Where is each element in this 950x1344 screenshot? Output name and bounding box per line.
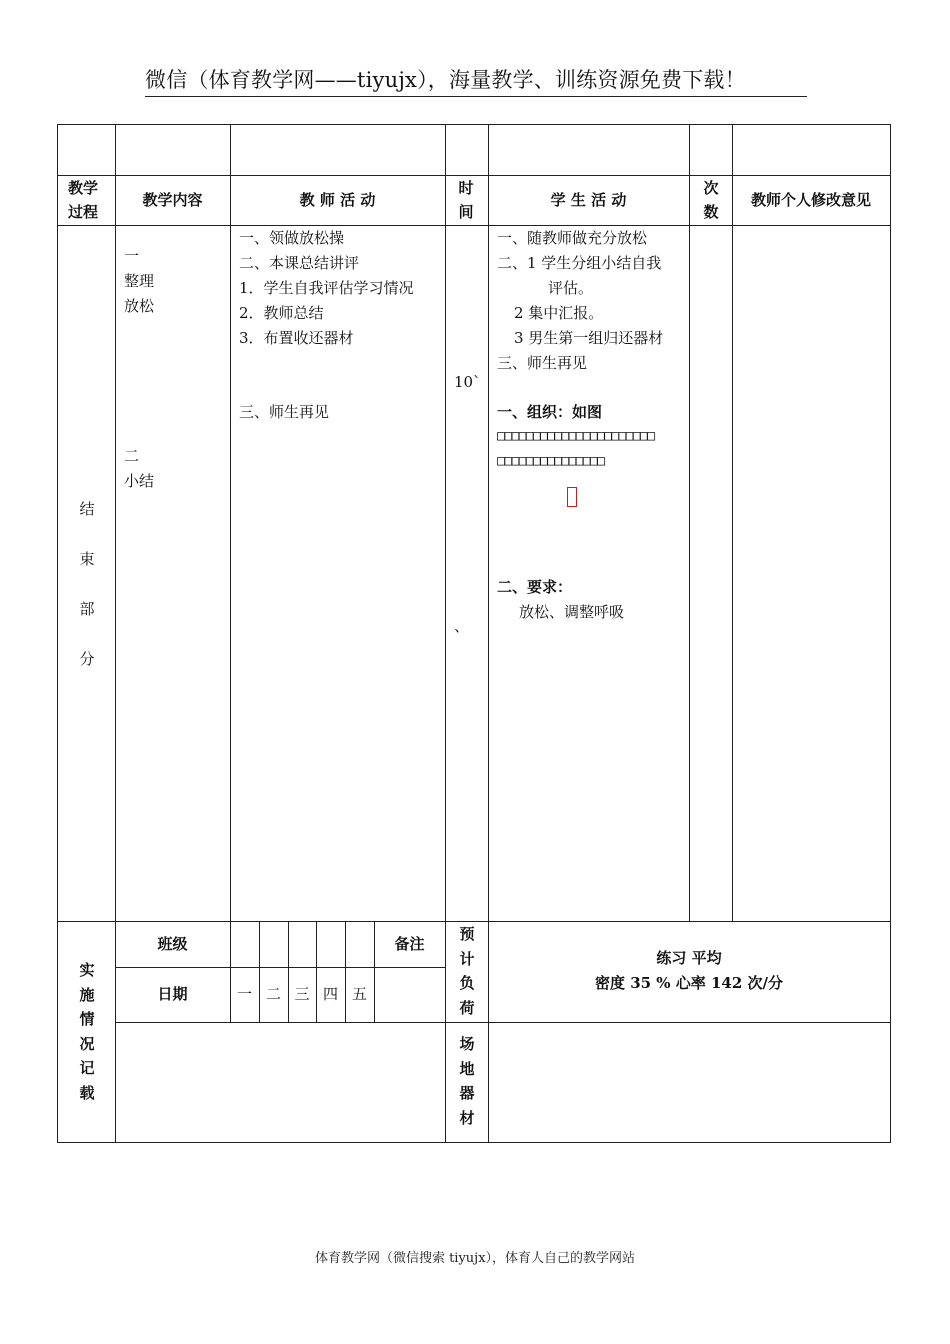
remarks-label: 备注: [394, 935, 425, 953]
time-value: 10`: [454, 373, 481, 391]
teacher-item: 二、本课总结讲评: [239, 254, 360, 272]
organization-placeholder: □□□□□□□□□□□□□□□□□□□□□□: [497, 428, 654, 444]
student-item: 三、师生再见: [497, 354, 588, 372]
formation-diagram-marker: [567, 487, 577, 507]
student-item: 2 集中汇报。: [514, 304, 604, 322]
col-header-teacher: 教 师 活 动: [299, 191, 376, 209]
load-line-2: 密度 35 % 心率 142 次/分: [594, 974, 784, 992]
content-item: 小结: [124, 472, 155, 490]
requirement-title: 二、要求：: [497, 578, 573, 596]
col-header-time: 时间: [458, 179, 474, 221]
organization-title: 一、组织：如图: [497, 403, 603, 421]
content-item: 放松: [124, 297, 155, 315]
weekday-cell: 一: [236, 985, 252, 1003]
time-mark: 、: [454, 617, 470, 635]
col-header-student: 学 生 活 动: [550, 191, 627, 209]
student-item: 二、1 学生分组小结自我: [497, 254, 662, 272]
load-label: 预计负荷: [459, 925, 475, 1017]
teacher-item: 3．布置收还器材: [239, 329, 354, 347]
col-header-process: 教学过程: [67, 179, 98, 221]
content-item: 一: [124, 247, 140, 265]
col-header-content: 教学内容: [142, 191, 203, 209]
student-item: 一、随教师做充分放松: [497, 229, 648, 247]
student-item: 3 男生第一组归还器材: [514, 329, 664, 347]
col-header-count: 次数: [703, 179, 719, 221]
weekday-cell: 五: [351, 985, 367, 1003]
section-process-label: 结束部分: [79, 500, 95, 668]
content-item: 二: [124, 447, 140, 465]
weekday-cell: 四: [322, 985, 338, 1003]
weekday-cell: 二: [265, 985, 281, 1003]
page-footer: 体育教学网（微信搜索 tiyujx），体育人自己的教学网站: [314, 1251, 636, 1266]
weekday-cell: 三: [294, 985, 310, 1003]
teacher-item: 1．学生自我评估学习情况: [239, 279, 414, 297]
page-header: 微信（体育教学网——tiyujx），海量教学、训练资源免费下载！: [145, 64, 807, 97]
organization-placeholder: □□□□□□□□□□□□□□□: [497, 453, 604, 469]
record-title: 实施情况记载: [79, 961, 95, 1102]
load-line-1: 练习 平均: [656, 949, 722, 967]
teacher-item: 2．教师总结: [239, 304, 324, 322]
student-item: 评估。: [548, 279, 594, 297]
class-label: 班级: [157, 935, 188, 953]
teacher-item: 三、师生再见: [239, 403, 330, 421]
content-item: 整理: [124, 272, 155, 290]
teacher-item: 一、领做放松操: [239, 229, 345, 247]
col-header-notes: 教师个人修改意见: [750, 191, 871, 209]
venue-label: 场地器材: [459, 1035, 475, 1127]
date-label: 日期: [157, 985, 188, 1003]
requirement-text: 放松、调整呼吸: [519, 603, 625, 621]
